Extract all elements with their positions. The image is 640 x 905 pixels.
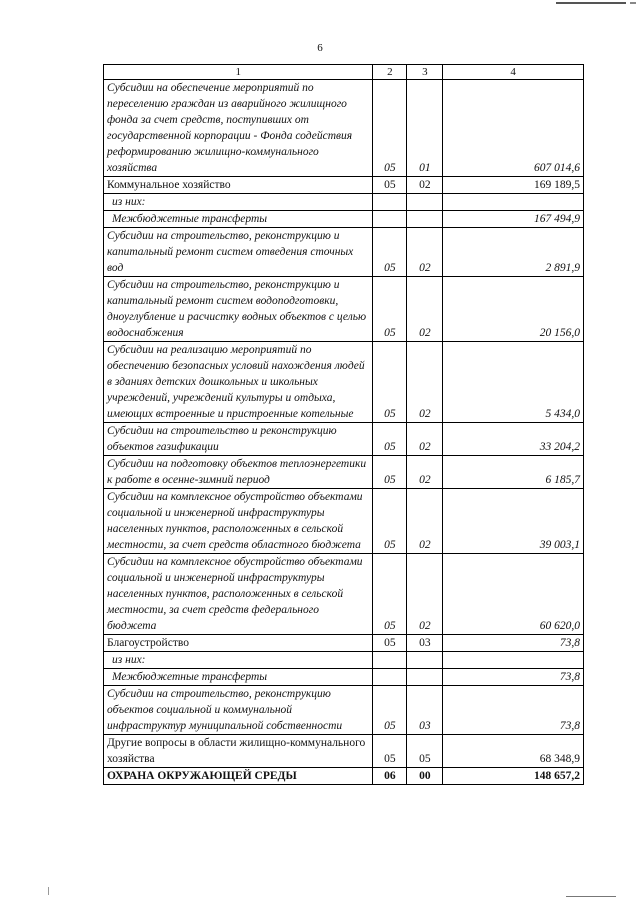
row-section-code: 05 bbox=[373, 489, 407, 554]
row-section-code: 06 bbox=[373, 768, 407, 785]
row-amount: 6 185,7 bbox=[443, 456, 584, 489]
row-subsection-code: 02 bbox=[407, 489, 443, 554]
table-row bbox=[104, 489, 584, 554]
row-amount: 148 657,2 bbox=[443, 768, 584, 785]
row-amount: 5 434,0 bbox=[443, 342, 584, 423]
table-row bbox=[104, 554, 584, 635]
table-row bbox=[104, 228, 584, 277]
table-row bbox=[104, 456, 584, 489]
row-name: Субсидии на реализацию мероприятий по обеспечению безопасных условий нахождения людей в зданиях детских дошкольных и школьных учреждений, учреждений культуры и отдыха, имеющих встроенные и пристроенные котельные bbox=[104, 342, 373, 423]
row-subsection-code bbox=[407, 652, 443, 669]
row-name: Другие вопросы в области жилищно-коммунального хозяйства bbox=[104, 735, 373, 768]
row-subsection-code: 02 bbox=[407, 177, 443, 194]
table-header-row bbox=[104, 65, 584, 80]
row-section-code bbox=[373, 652, 407, 669]
row-name: Коммунальное хозяйство bbox=[104, 177, 373, 194]
row-name: Субсидии на строительство, реконструкцию объектов социальной и коммунальной инфраструктур муниципальной собственности bbox=[104, 686, 373, 735]
table-row bbox=[104, 669, 584, 686]
row-amount: 33 204,2 bbox=[443, 423, 584, 456]
header-cell-1: 1 bbox=[104, 65, 373, 80]
row-subsection-code: 00 bbox=[407, 768, 443, 785]
row-amount: 607 014,6 bbox=[443, 80, 584, 177]
row-amount: 167 494,9 bbox=[443, 211, 584, 228]
row-subsection-code: 02 bbox=[407, 456, 443, 489]
row-section-code: 05 bbox=[373, 686, 407, 735]
row-subsection-code: 03 bbox=[407, 635, 443, 652]
row-name: Благоустройство bbox=[104, 635, 373, 652]
row-subsection-code bbox=[407, 194, 443, 211]
row-name: ОХРАНА ОКРУЖАЮЩЕЙ СРЕДЫ bbox=[104, 768, 373, 785]
row-subsection-code: 02 bbox=[407, 228, 443, 277]
row-section-code: 05 bbox=[373, 456, 407, 489]
row-subsection-code: 03 bbox=[407, 686, 443, 735]
table-row bbox=[104, 652, 584, 669]
row-subsection-code: 02 bbox=[407, 277, 443, 342]
table-row bbox=[104, 194, 584, 211]
row-name: из них: bbox=[104, 652, 373, 669]
row-amount: 73,8 bbox=[443, 669, 584, 686]
row-name: Субсидии на комплексное обустройство объектами социальной и инженерной инфраструктуры населенных пунктов, расположенных в сельской местности, за счет средств федерального бюджета bbox=[104, 554, 373, 635]
row-amount: 60 620,0 bbox=[443, 554, 584, 635]
scan-mark bbox=[48, 887, 49, 895]
header-cell-4: 4 bbox=[443, 65, 584, 80]
row-name: Субсидии на обеспечение мероприятий по переселению граждан из аварийного жилищного фонда за счет средств, поступивших от государственной корпорации - Фонда содействия реформированию жилищно-коммунального хозяйства bbox=[104, 80, 373, 177]
table-row bbox=[104, 768, 584, 785]
row-section-code: 05 bbox=[373, 277, 407, 342]
row-section-code bbox=[373, 194, 407, 211]
header-cell-2: 2 bbox=[373, 65, 407, 80]
row-section-code: 05 bbox=[373, 554, 407, 635]
scan-mark bbox=[556, 2, 626, 4]
row-section-code bbox=[373, 669, 407, 686]
header-cell-3: 3 bbox=[407, 65, 443, 80]
row-subsection-code: 02 bbox=[407, 342, 443, 423]
table-row bbox=[104, 423, 584, 456]
row-amount: 169 189,5 bbox=[443, 177, 584, 194]
row-subsection-code: 01 bbox=[407, 80, 443, 177]
row-amount bbox=[443, 652, 584, 669]
row-amount: 39 003,1 bbox=[443, 489, 584, 554]
row-name: Субсидии на строительство, реконструкцию и капитальный ремонт систем водоподготовки, дноуглубление и расчистку водных объектов с целью водоснабжения bbox=[104, 277, 373, 342]
row-name: Субсидии на строительство, реконструкцию и капитальный ремонт систем отведения сточных вод bbox=[104, 228, 373, 277]
row-subsection-code bbox=[407, 669, 443, 686]
scan-mark bbox=[630, 2, 636, 4]
row-name: Межбюджетные трансферты bbox=[104, 669, 373, 686]
row-amount: 20 156,0 bbox=[443, 277, 584, 342]
table-row bbox=[104, 735, 584, 768]
row-section-code: 05 bbox=[373, 80, 407, 177]
row-name: Межбюджетные трансферты bbox=[104, 211, 373, 228]
row-amount: 2 891,9 bbox=[443, 228, 584, 277]
row-section-code: 05 bbox=[373, 342, 407, 423]
table-row bbox=[104, 342, 584, 423]
table-row bbox=[104, 211, 584, 228]
row-subsection-code: 05 bbox=[407, 735, 443, 768]
row-section-code: 05 bbox=[373, 635, 407, 652]
row-name: из них: bbox=[104, 194, 373, 211]
row-name: Субсидии на комплексное обустройство объектами социальной и инженерной инфраструктуры населенных пунктов, расположенных в сельской местности, за счет средств областного бюджета bbox=[104, 489, 373, 554]
row-amount: 68 348,9 bbox=[443, 735, 584, 768]
row-amount: 73,8 bbox=[443, 686, 584, 735]
row-amount: 73,8 bbox=[443, 635, 584, 652]
table-row bbox=[104, 635, 584, 652]
row-section-code bbox=[373, 211, 407, 228]
row-subsection-code: 02 bbox=[407, 423, 443, 456]
table-row bbox=[104, 686, 584, 735]
row-subsection-code bbox=[407, 211, 443, 228]
row-name: Субсидии на строительство и реконструкцию объектов газификации bbox=[104, 423, 373, 456]
table-row bbox=[104, 277, 584, 342]
row-section-code: 05 bbox=[373, 735, 407, 768]
table-row bbox=[104, 80, 584, 177]
page-number: 6 bbox=[317, 42, 323, 54]
budget-table bbox=[103, 64, 584, 785]
table-row bbox=[104, 177, 584, 194]
row-section-code: 05 bbox=[373, 177, 407, 194]
scan-mark bbox=[566, 896, 616, 897]
row-amount bbox=[443, 194, 584, 211]
row-subsection-code: 02 bbox=[407, 554, 443, 635]
row-name: Субсидии на подготовку объектов теплоэнергетики к работе в осенне-зимний период bbox=[104, 456, 373, 489]
row-section-code: 05 bbox=[373, 228, 407, 277]
row-section-code: 05 bbox=[373, 423, 407, 456]
